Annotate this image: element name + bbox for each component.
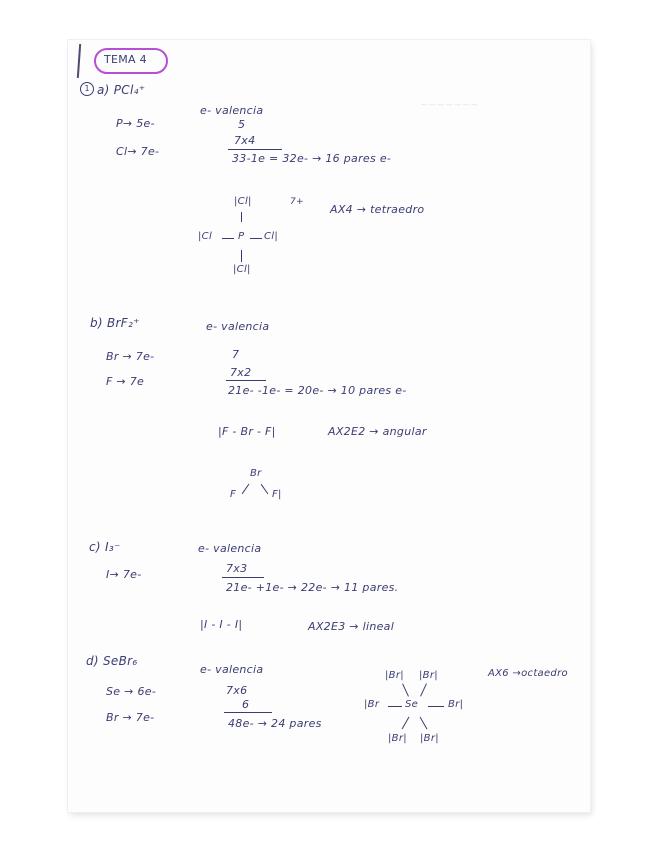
part-b-line-2: F → 7e bbox=[106, 375, 145, 388]
part-c-line-1: I→ 7e- bbox=[106, 568, 142, 581]
part-c-lewis: |I - I - I| bbox=[200, 618, 243, 631]
part-d-atom-right: Br| bbox=[448, 699, 464, 710]
part-d-sum-line bbox=[224, 712, 272, 713]
part-d-atom-center: Se bbox=[405, 699, 419, 710]
part-a-atom-bottom: |Cl| bbox=[233, 264, 251, 275]
part-b-result: 21e- -1e- = 20e- → 10 pares e- bbox=[228, 384, 407, 397]
bleed-through: ~~~~~~~ bbox=[420, 100, 479, 111]
part-d-atom-bl: |Br| bbox=[388, 733, 407, 744]
part-d-mult: 7x6 bbox=[226, 684, 248, 697]
part-c-label: c) I₃⁻ bbox=[89, 540, 121, 554]
part-a-bond-bottom bbox=[241, 250, 242, 262]
part-a-sum-line bbox=[228, 149, 282, 150]
part-a-mult: 7x4 bbox=[234, 134, 256, 147]
part-b-geometry: AX2E2 → angular bbox=[328, 425, 427, 438]
part-c-geometry: AX2E3 → lineal bbox=[308, 620, 395, 633]
part-d-geometry: AX6 →octaedro bbox=[488, 668, 568, 679]
part-a-bond-right bbox=[250, 238, 262, 239]
part-a-line-1: P→ 5e- bbox=[116, 117, 155, 130]
part-a-bond-top bbox=[241, 212, 242, 222]
part-d-line-1: Se → 6e- bbox=[106, 685, 157, 698]
part-d-bond-right bbox=[428, 706, 444, 707]
part-d-line-2: Br → 7e- bbox=[106, 711, 155, 724]
part-d-result: 48e- → 24 pares bbox=[228, 717, 322, 730]
part-a-bond-left bbox=[222, 238, 234, 239]
part-a-label: a) PCl₄⁺ bbox=[97, 83, 146, 97]
part-a-atom-left: |Cl bbox=[198, 231, 213, 242]
part-c-sum-line bbox=[222, 577, 264, 578]
part-b-mult: 7x2 bbox=[230, 366, 252, 379]
part-b-atom-top: Br bbox=[250, 468, 262, 479]
part-b-sum-line bbox=[226, 380, 266, 381]
part-c-heading: e- valencia bbox=[198, 542, 262, 555]
part-a-val1: 5 bbox=[238, 118, 246, 131]
part-d-val2: 6 bbox=[242, 698, 250, 711]
part-b-heading: e- valencia bbox=[206, 320, 270, 333]
part-a-line-2: Cl→ 7e- bbox=[116, 145, 160, 158]
part-c-mult: 7x3 bbox=[226, 562, 248, 575]
part-d-atom-left: |Br bbox=[364, 699, 380, 710]
page-title: TEMA 4 bbox=[104, 53, 147, 66]
part-b-atom-left: F bbox=[230, 489, 237, 500]
part-d-atom-tr: |Br| bbox=[419, 670, 438, 681]
part-a-geometry: AX4 → tetraedro bbox=[330, 203, 425, 216]
part-a-atom-right: Cl| bbox=[264, 231, 279, 242]
part-b-lewis: |F - Br - F| bbox=[218, 425, 276, 438]
part-d-atom-br: |Br| bbox=[420, 733, 439, 744]
part-a-heading: e- valencia bbox=[200, 104, 264, 117]
problem-number: 1 bbox=[80, 82, 94, 96]
part-b-line-1: Br → 7e- bbox=[106, 350, 155, 363]
part-b-label: b) BrF₂⁺ bbox=[90, 316, 140, 330]
part-a-atom-center: P bbox=[238, 231, 245, 242]
part-b-atom-right: F| bbox=[272, 489, 282, 500]
part-a-atom-top: |Cl| bbox=[234, 196, 252, 207]
part-d-bond-left bbox=[388, 706, 402, 707]
part-a-result: 33-1e = 32e- → 16 pares e- bbox=[232, 152, 392, 165]
part-d-atom-tl: |Br| bbox=[385, 670, 404, 681]
part-d-heading: e- valencia bbox=[200, 663, 264, 676]
part-a-charge: 7+ bbox=[290, 197, 304, 207]
part-d-label: d) SeBr₆ bbox=[86, 654, 138, 668]
part-c-result: 21e- +1e- → 22e- → 11 pares. bbox=[226, 581, 399, 594]
part-b-val1: 7 bbox=[232, 348, 240, 361]
